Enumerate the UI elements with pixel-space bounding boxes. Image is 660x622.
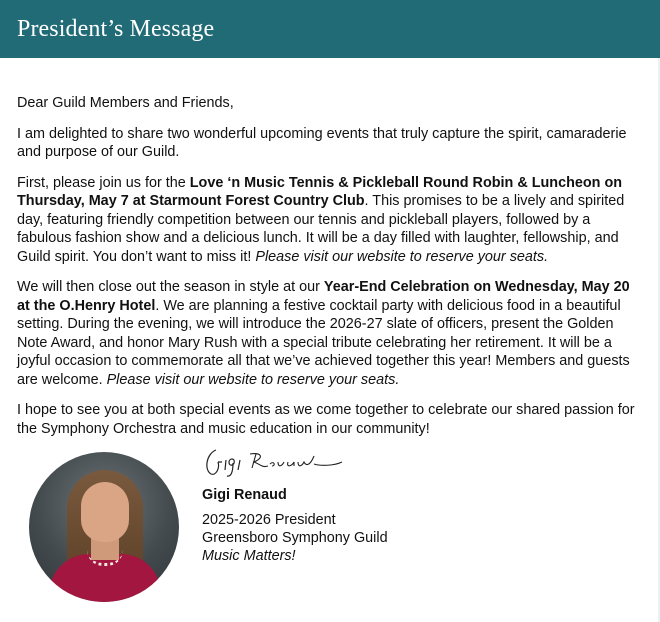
president-title: [202, 511, 388, 565]
event2-lead: We will then close out the season in style at our: [17, 279, 324, 295]
signature-block: [202, 444, 388, 565]
event1-body: . This promises to be a lively and spirited day, featuring friendly competition between our tennis and pickleball players, followed by a fabulous fashion show and a delicious lunch. It will be a day filled with laughter, fellowship, and Guild spirit. You don’t want to miss it!: [17, 193, 625, 265]
event1-highlight: Love ‘n Music Tennis & Pickleball Round Robin & Luncheon on Thursday, May 7 at Starmount Forest Country Club: [17, 174, 623, 209]
greeting: Dear Guild Members and Friends,: [17, 95, 234, 111]
intro-paragraph: I am delighted to share two wonderful upcoming events that truly capture the spirit, camaraderie and purpose of our Guild.: [17, 125, 627, 160]
signoff: [17, 452, 640, 622]
signature-image: [202, 444, 352, 482]
event1-reserve-note: Please visit our website to reserve your seats.: [255, 248, 549, 265]
section-header: [0, 0, 660, 58]
event1-lead: First, please join us for the: [17, 174, 190, 191]
event2-highlight: Year-End Celebration on Wednesday, May 20 at the O.Henry Hotel: [17, 279, 630, 314]
closing-paragraph: I hope to see you at both special events as we come together to celebrate our shared passion for the Symphony Orchestra and music education in our community!: [17, 402, 635, 437]
letter-body: [0, 58, 660, 622]
president-name: Gigi Renaud: [202, 487, 287, 503]
organization-name: Greensboro Symphony Guild: [202, 529, 388, 546]
president-photo: [29, 452, 179, 602]
event2-body: . We are planning a festive cocktail party with delicious food in a beautiful setting. During the evening, we will introduce the 2026-27 slate of officers, present the Golden Note Award, and honor Mary Rush with a special tribute celebrating her retirement. It will be a joyful occasion to commemorate all that we’ve achieved together this year! Members and guests are welcome.: [17, 297, 630, 388]
event2-reserve-note: Please visit our website to reserve your seats.: [106, 371, 400, 388]
event1-paragraph: [17, 174, 640, 267]
president-role: 2025-2026 President: [202, 511, 336, 528]
event2-paragraph: [17, 278, 640, 389]
page-title: President’s Message: [17, 15, 215, 42]
tagline: Music Matters!: [202, 547, 296, 564]
